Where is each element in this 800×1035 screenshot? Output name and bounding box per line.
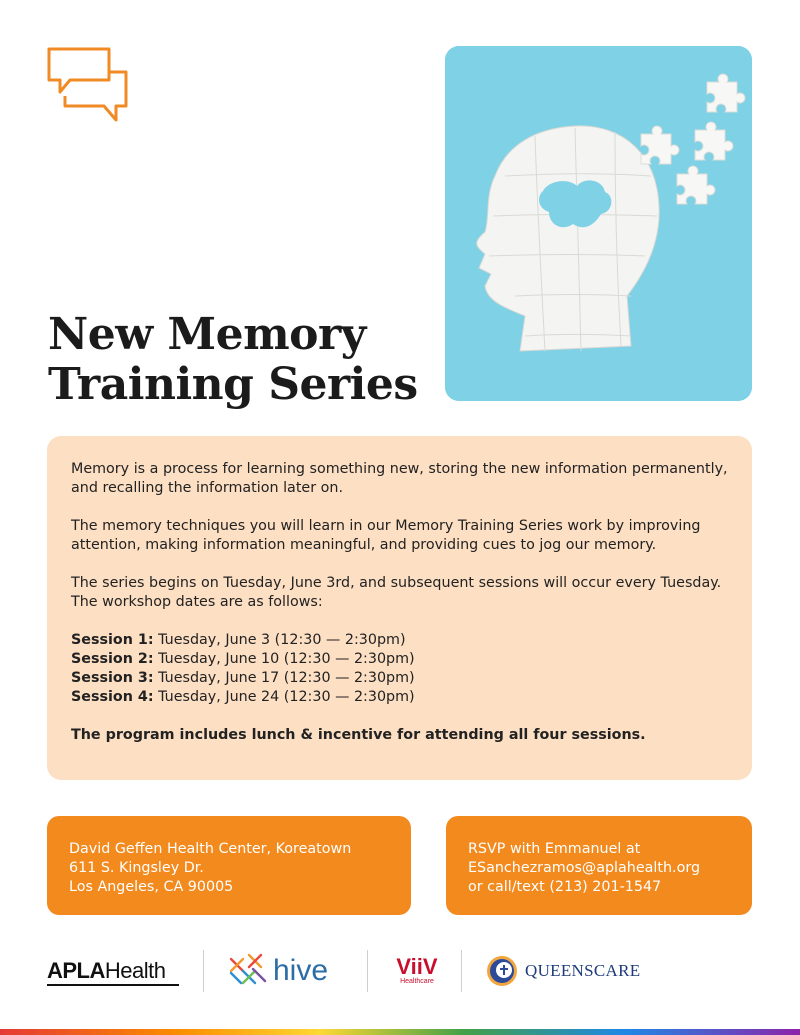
apla-logo-bold: APLA (47, 958, 105, 983)
hive-wordmark: hive (273, 954, 329, 987)
info-panel (47, 436, 752, 780)
title-line-2: Training Series (48, 359, 418, 410)
location-street: 611 S. Kingsley Dr. (69, 860, 204, 876)
viiv-wordmark: ViiV (396, 954, 438, 979)
chat-bubbles-icon (46, 46, 130, 128)
puzzle-head-illustration (445, 46, 752, 401)
session-row (71, 669, 728, 688)
rsvp-label: RSVP with Emmanuel at (468, 841, 641, 857)
session-list (71, 631, 728, 707)
hero-image (445, 46, 752, 401)
logo-divider (367, 950, 368, 992)
location-box (47, 816, 411, 915)
location-name: David Geffen Health Center, Koreatown (69, 841, 352, 857)
session-label: Session 4: (71, 689, 154, 705)
session-detail: Tuesday, June 10 (12:30 — 2:30pm) (153, 651, 415, 667)
intro-paragraph-3: The series begins on Tuesday, June 3rd, and subsequent sessions will occur every Tuesday. The workshop dates are as follows: (71, 575, 722, 610)
session-label: Session 2: (71, 651, 154, 667)
apla-health-logo (47, 946, 179, 996)
session-label: Session 3: (71, 670, 154, 686)
hive-mark-icon (227, 953, 267, 989)
viiv-logo (392, 946, 442, 996)
rsvp-email-link[interactable]: ESanchezramos@aplahealth.org (468, 860, 701, 876)
session-row (71, 650, 728, 669)
location-city: Los Angeles, CA 90005 (69, 879, 234, 895)
queenscare-logo (485, 946, 655, 996)
rainbow-stripe (0, 1029, 800, 1035)
rsvp-box (446, 816, 752, 915)
queenscare-emblem-icon (485, 954, 519, 988)
apla-logo-rest: Health (104, 958, 166, 983)
session-detail: Tuesday, June 3 (12:30 — 2:30pm) (153, 632, 406, 648)
queenscare-wordmark: QUEENSCARE (525, 961, 641, 980)
session-label: Session 1: (71, 632, 154, 648)
logo-divider (203, 950, 204, 992)
intro-paragraph-2: The memory techniques you will learn in our Memory Training Series work by improving attention, making information meaningful, and providing cues to jog our memory. (71, 518, 701, 553)
hive-logo (227, 946, 347, 996)
session-row (71, 688, 728, 707)
apla-underline (47, 984, 179, 986)
rsvp-phone[interactable]: or call/text (213) 201-1547 (468, 879, 662, 895)
session-row (71, 631, 728, 650)
session-detail: Tuesday, June 17 (12:30 — 2:30pm) (153, 670, 415, 686)
logo-divider (461, 950, 462, 992)
page-title (48, 310, 428, 410)
viiv-subtitle: Healthcare (400, 978, 434, 985)
title-line-1: New Memory (48, 309, 366, 360)
sponsor-logos (47, 946, 752, 996)
closing-note: The program includes lunch & incentive for attending all four sessions. (71, 727, 646, 743)
session-detail: Tuesday, June 24 (12:30 — 2:30pm) (153, 689, 415, 705)
intro-paragraph-1: Memory is a process for learning something new, storing the new information permanently, and recalling the information later on. (71, 461, 728, 496)
